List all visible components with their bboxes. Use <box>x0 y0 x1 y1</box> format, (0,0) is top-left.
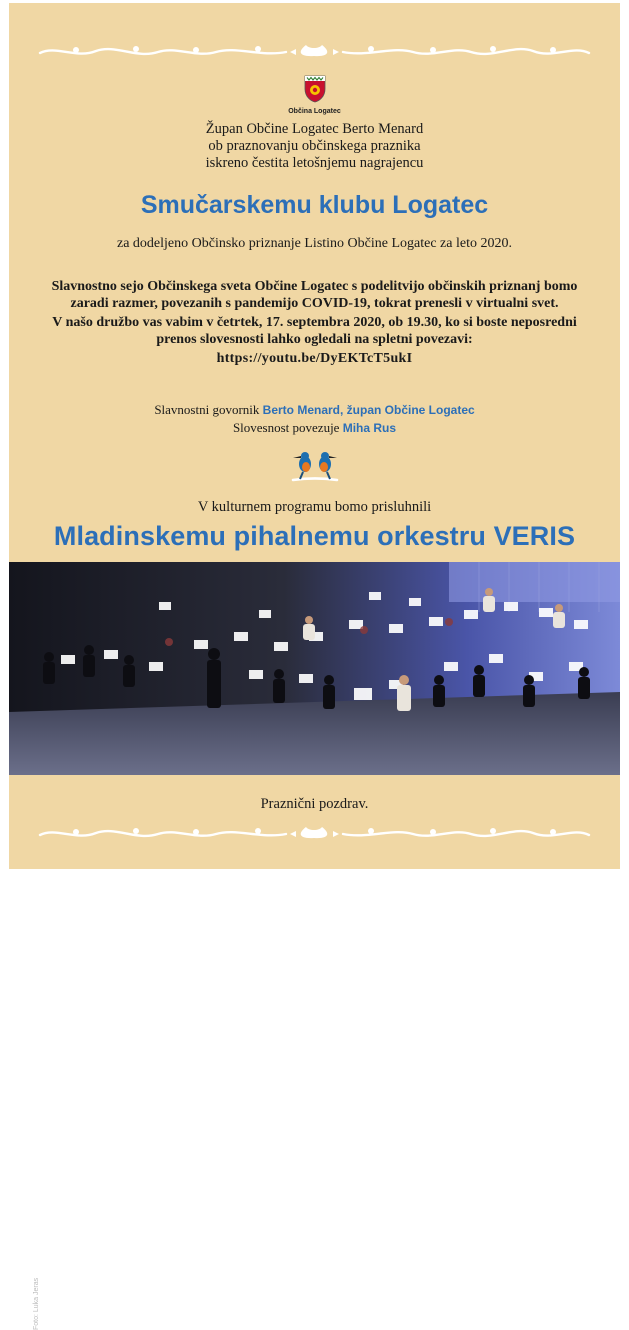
speakers-block <box>9 401 620 437</box>
host-name: Miha Rus <box>342 421 397 435</box>
closing-greeting: Praznični pozdrav. <box>260 796 369 812</box>
intro-line: ob praznovanju občinskega praznika <box>208 138 421 154</box>
logatec-coat-of-arms-icon <box>304 75 326 103</box>
intro-line: iskreno čestita letošnjemu nagrajencu <box>205 155 424 171</box>
event-details <box>49 278 580 367</box>
speaker-prefix: Slavnostni govornik <box>154 402 260 417</box>
invite-text: V našo družbo vas vabim v četrtek, 17. septembra 2020, ob 19.30, ko si boste neposredni prenos slovesnosti lahko ogledali na spletni povezavi: <box>52 315 577 347</box>
culture-program-text: V kulturnem programu bomo prisluhnili <box>197 499 432 515</box>
invitation-page <box>9 3 620 1330</box>
photo-credit: Foto: Luka Jeras <box>33 1277 40 1330</box>
speaker-line <box>9 401 620 419</box>
kingfisher-pair-icon <box>291 448 339 482</box>
intro-line: Župan Občine Logatec Berto Menard <box>205 121 424 137</box>
speaker-name: Berto Menard, župan Občine Logatec <box>262 403 475 417</box>
session-text: Slavnostno sejo Občinskega sveta Občine Logatec s podelitvijo občinskih priznanj bomo zaradi razmer, povezanih s pandemijo COVID-19, tokrat prenesli v virtualni svet. <box>51 279 578 311</box>
award-description: za dodeljeno Občinsko priznanje Listino Občine Logatec za leto 2020. <box>117 236 512 251</box>
municipality-crest <box>279 75 350 115</box>
orchestra-stage-illustration <box>9 562 620 775</box>
stream-link[interactable]: https://youtu.be/DyEKTcT5ukI <box>216 351 413 366</box>
crest-label: Občina Logatec <box>288 108 341 115</box>
mayor-greeting <box>9 121 620 172</box>
host-line <box>9 419 620 437</box>
host-prefix: Slovesnost povezuje <box>232 420 340 435</box>
award-recipient: Smučarskemu klubu Logatec <box>140 191 489 219</box>
top-ornament-divider <box>36 41 593 61</box>
bottom-ornament-divider <box>36 823 593 843</box>
orchestra-name: Mladinskemu pihalnemu orkestru VERIS <box>53 521 576 551</box>
